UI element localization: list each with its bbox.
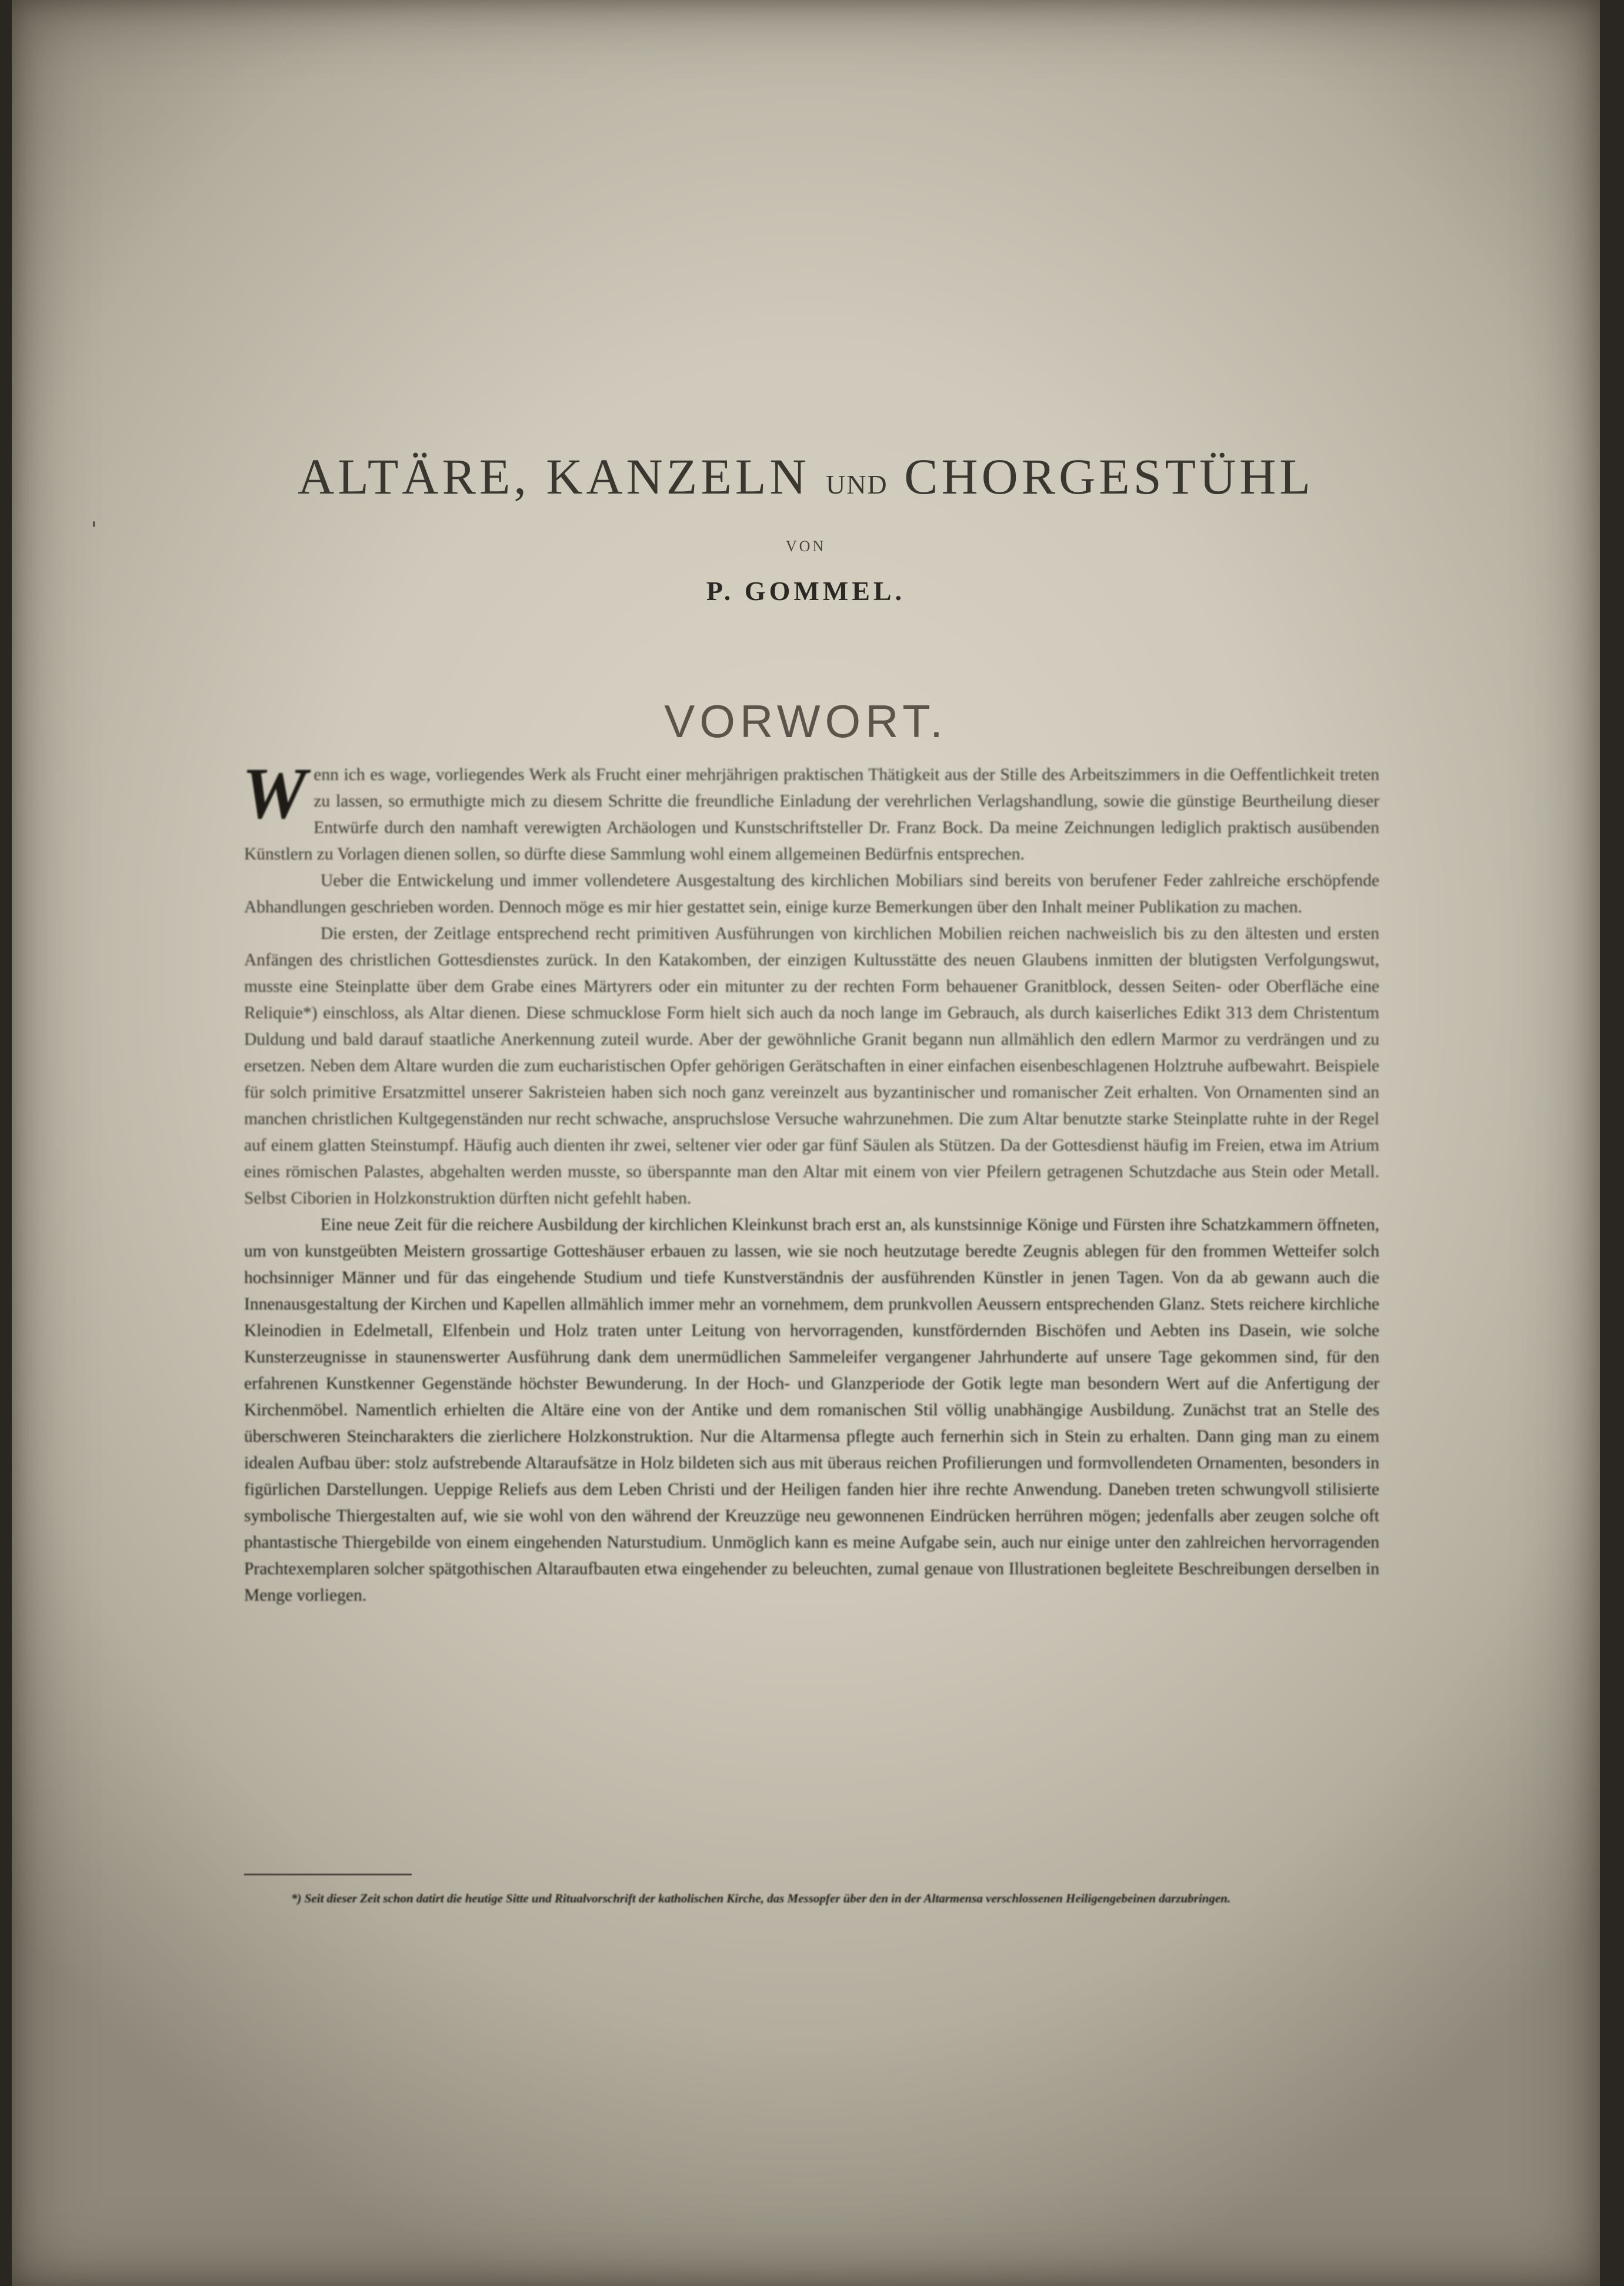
title-part1: ALTÄRE, KANZELN <box>298 448 810 505</box>
paragraph-3: Die ersten, der Zeitlage entsprechend recht primitiven Ausführungen von kirchlichen Mobilien reichen nachweislich bis zu den ältesten und ersten Anfängen des christlichen Gottesdienstes zurück. In den Katakomben, der einzigen Kultusstätte des neuen Glaubens inmitten der blutigsten Verfolgungswut, musste eine Steinplatte über dem Grabe eines Märtyrers oder ein mitunter zu der rechten Form behauener Granitblock, dessen Seiten- oder Oberfläche eine Reliquie*) einschloss, als Altar dienen. Diese schmucklose Form hielt sich auch da noch lange im Gebrauch, als durch kaiserliches Edikt 313 dem Christentum Duldung und bald darauf staatliche Anerkennung zuteil wurde. Aber der gewöhnliche Granit begann nun allmählich den edlern Marmor zu verdrängen und zu ersetzen. Neben dem Altare wurden die zum eucharistischen Opfer gehörigen Gerätschaften in einer einfachen eisenbeschlagenen Holztruhe aufbewahrt. Beispiele für solch primitive Ersatzmittel unserer Sakristeien haben sich noch ganz vereinzelt aus byzantinischer und romanischer Zeit erhalten. Von Ornamenten sind an manchen christlichen Kultgegenständen nur recht schwache, anspruchslose Versuche wahrzunehmen. Die zum Altar benutzte starke Steinplatte ruhte in der Regel auf einem glatten Steinstumpf. Häufig auch dienten ihr zwei, seltener vier oder gar fünf Säulen als Stützen. Da der Gottesdienst häufig im Freien, etwa im Atrium eines römischen Palastes, abgehalten werden musste, so überspannte man den Altar mit einem von vier Pfeilern getragenen Schutzdache aus Stein oder Metall. Selbst Ciborien in Holzkonstruktion dürften nicht gefehlt haben. <box>244 924 1379 1208</box>
title-block <box>12 447 1600 748</box>
paragraph-1-text: enn ich es wage, vorliegendes Werk als Frucht einer mehrjährigen praktischen Thätigkeit aus der Stille des Arbeitszimmers in die Oeffentlichkeit treten zu lassen, so ermuthigte mich zu diesem Schritte die freundliche Einladung der verehrlichen Verlagshandlung, sowie die günstige Beurtheilung dieser Entwürfe durch den namhaft verewigten Archäologen und Kunstschriftsteller Dr. Franz Bock. Da meine Zeichnungen lediglich praktisch ausübenden Künstlern zu Vorlagen dienen sollen, so dürfte diese Sammlung wohl einem allgemeinen Bedürfnis entsprechen. <box>244 765 1379 864</box>
drop-cap: W <box>242 753 307 834</box>
author-name: P. GOMMEL. <box>706 576 906 606</box>
footnote: *) Seit dieser Zeit schon datirt die heutige Sitte und Ritualvorschrift der katholischen Kirche, das Messopfer über den in der Altarmensa verschlossenen Heiligengebeinen darzubringen. <box>291 1891 1231 1905</box>
von-label: VON <box>785 538 826 555</box>
paragraph-4: Eine neue Zeit für die reichere Ausbildung der kirchlichen Kleinkunst brach erst an, als kunstsinnige Könige und Fürsten ihre Schatzkammern öffneten, um von kunstgeübten Meistern grossartige Gotteshäuser erbauen zu lassen, wie sie noch heutzutage beredte Zeugnis ablegen für den frommen Wetteifer solch hochsinniger Männer und für das eingehende Studium und tiefe Kunstverständnis der ausführenden Künstler in jenen Tagen. Von da ab gewann auch die Innenausgestaltung der Kirchen und Kapellen allmählich immer mehr an vornehmem, dem prunkvollen Aeussern entsprechenden Glanz. Stets reichere kirchliche Kleinodien in Edelmetall, Elfenbein und Holz traten unter Leitung von hervorragenden, kunstfördernden Bischöfen und Aebten ins Dasein, wie solche Kunsterzeugnisse in staunenswerter Ausführung dank dem unermüdlichen Sammeleifer vergangener Jahrhunderte auf unsere Tage gekommen sind, für den erfahrenen Kunstkenner Gegenstände höchster Bewunderung. In der Hoch- und Glanzperiode der Gotik legte man besondern Wert auf die Anfertigung der Kirchenmöbel. Namentlich erhielten die Altäre eine von der Antike und dem romanischen Stil völlig unabhängige Ausbildung. Zunächst trat an Stelle des überschweren Steincharakters die zierlichere Holzkonstruktion. Nur die Altarmensa pflegte auch fernerhin sich in Stein zu erhalten. Dann ging man zu einem idealen Aufbau über: stolz aufstrebende Altaraufsätze in Holz bildeten sich aus mit überaus reichen Profilierungen und formvollendeten Ornamenten, besonders in figürlichen Darstellungen. Ueppige Reliefs aus dem Leben Christi und der Heiligen fanden hier ihre rechte Anwendung. Daneben treten schwungvoll stilisierte symbolische Thiergestalten auf, wie sie wohl von den während der Kreuzzüge neu gewonnenen Eindrücken herrühren mögen; jedenfalls aber zeugen solche oft phantastische Thiergebilde von einem eingehenden Naturstudium. Unmöglich kann es meine Aufgabe sein, auch nur einige unter den zahlreichen hervorragenden Prachtexemplaren solcher spätgothischen Altaraufbauten etwa eingehender zu beleuchten, zumal genaue von Illustrationen begleitete Beschreibungen derselben in Menge vorliegen. <box>244 1215 1379 1605</box>
section-heading: VORWORT. <box>664 695 948 747</box>
document-page <box>12 0 1600 2286</box>
margin-mark: ' <box>91 518 97 541</box>
paragraph-1 <box>242 753 1379 868</box>
title-und: UND <box>825 469 888 499</box>
title-part2: CHORGESTÜHL <box>904 448 1314 505</box>
main-title <box>12 447 1600 506</box>
paragraph-2: Ueber die Entwickelung und immer vollendetere Ausgestaltung des kirchlichen Mobiliars sind bereits von berufener Feder zahlreiche erschöpfende Abhandlungen geschrieben worden. Dennoch möge es mir hier gestattet sein, einige kurze Bemerkungen über den Inhalt meiner Publikation zu machen. <box>244 871 1379 917</box>
footnote-rule <box>244 1874 412 1875</box>
body-text <box>242 753 1379 1609</box>
